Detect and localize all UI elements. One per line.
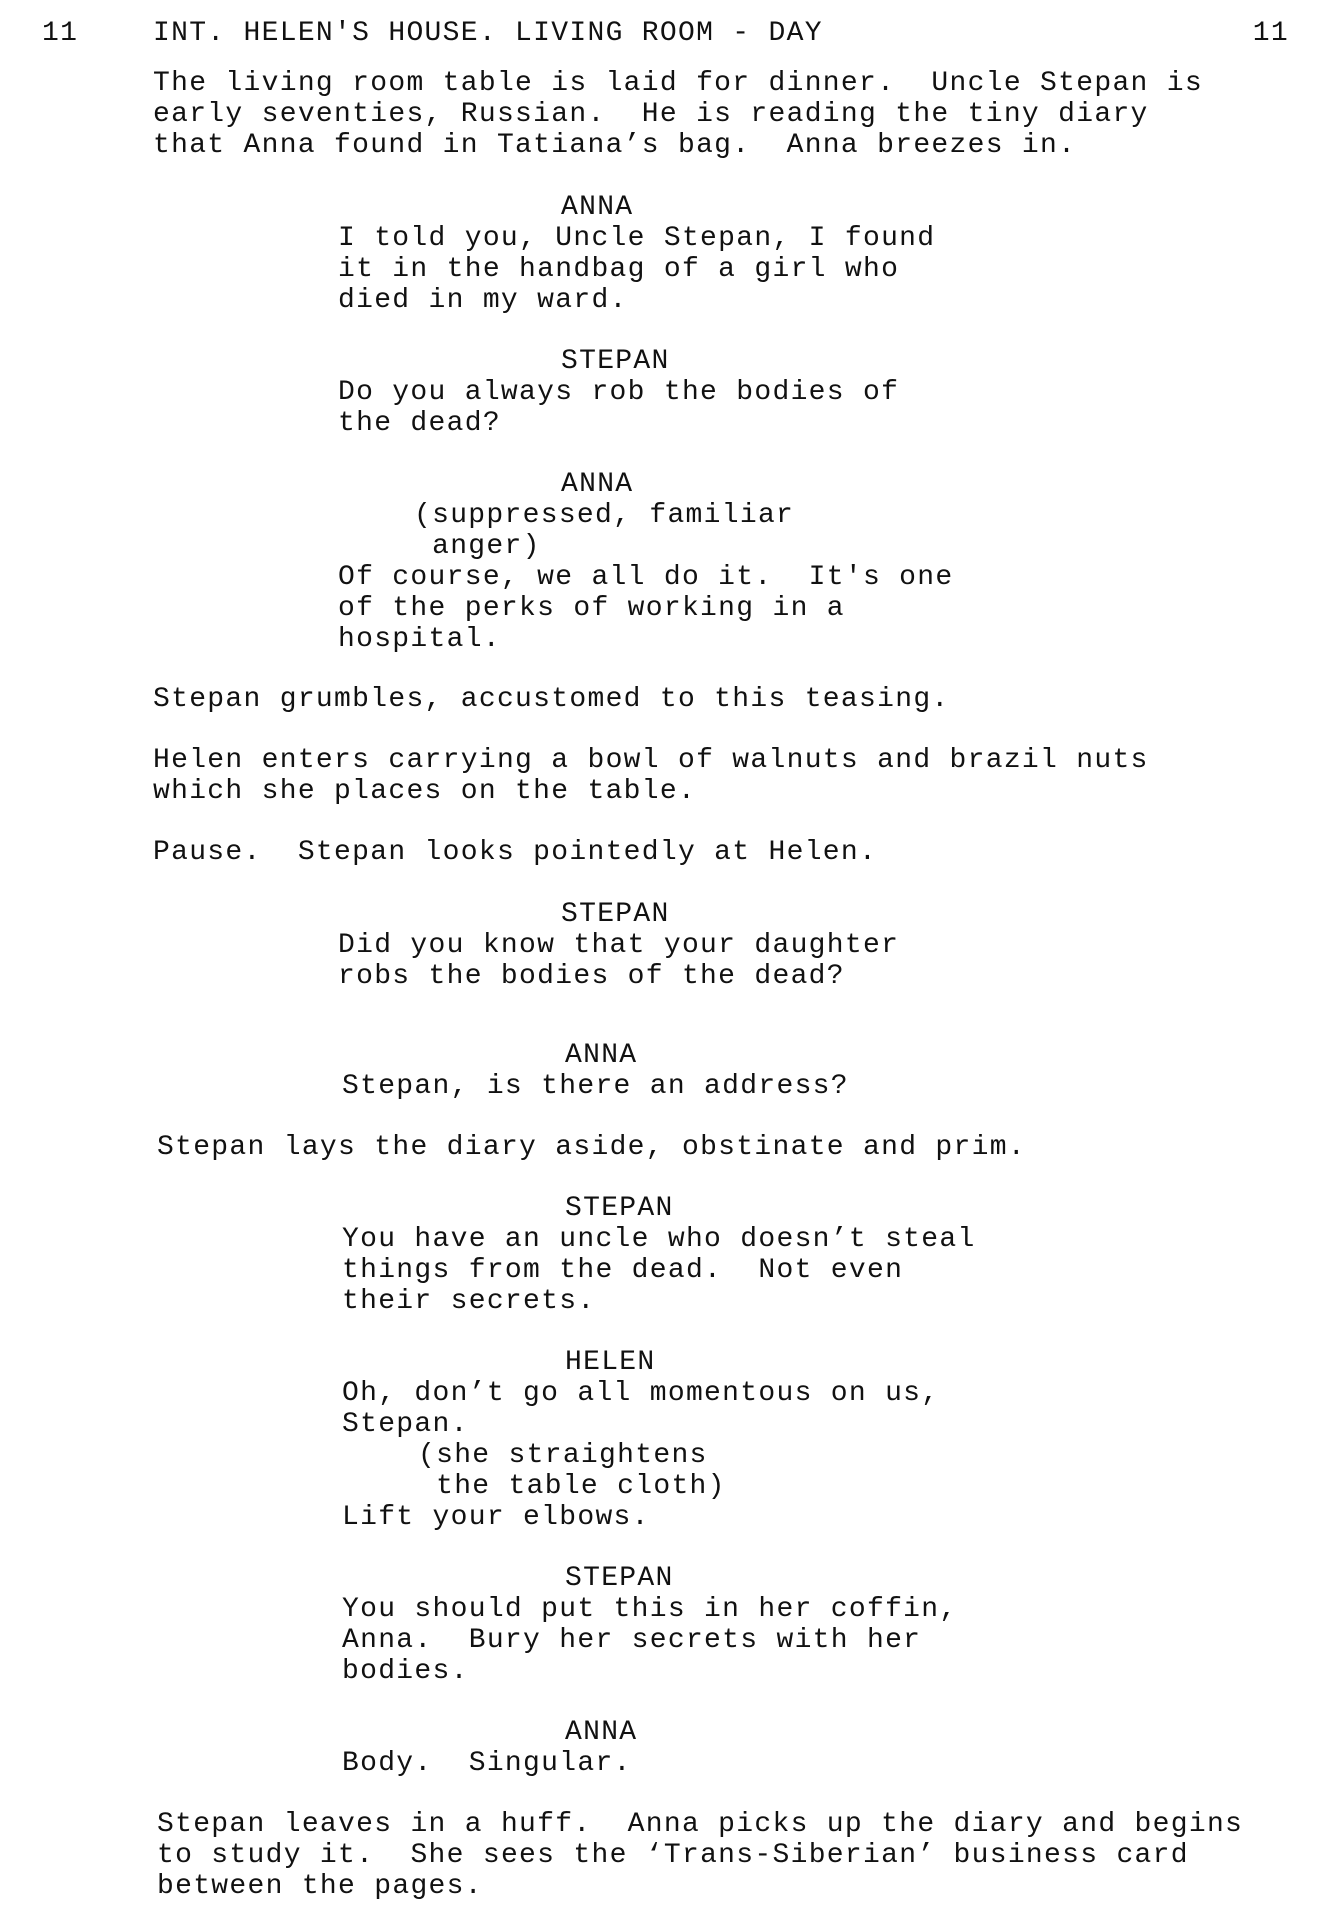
dialogue-line: Oh, don’t go all momentous on us, <box>342 1378 940 1409</box>
action-line: Stepan grumbles, accustomed to this teasing. <box>153 684 950 715</box>
action-line: Stepan lays the diary aside, obstinate and prim. <box>157 1132 1026 1163</box>
action-line: which she places on the table. <box>153 776 697 807</box>
dialogue-line: Do you always rob the bodies of <box>338 377 900 408</box>
dialogue-line: it in the handbag of a girl who <box>338 254 900 285</box>
dialogue-line: Body. Singular. <box>342 1748 632 1779</box>
dialogue-line: of the perks of working in a <box>338 593 845 624</box>
character-name: ANNA <box>565 1717 638 1748</box>
dialogue-line: Stepan. <box>342 1409 469 1440</box>
character-name: STEPAN <box>565 1563 674 1594</box>
action-line: Pause. Stepan looks pointedly at Helen. <box>153 837 878 868</box>
action-line: Helen enters carrying a bowl of walnuts and brazil nuts <box>153 745 1149 776</box>
character-name: STEPAN <box>561 899 670 930</box>
parenthetical-line: (suppressed, familiar <box>414 500 795 531</box>
dialogue-line: I told you, Uncle Stepan, I found <box>338 223 936 254</box>
parenthetical-line: (she straightens <box>418 1440 708 1471</box>
scene-heading: INT. HELEN'S HOUSE. LIVING ROOM - DAY <box>153 18 823 49</box>
dialogue-line: You should put this in her coffin, <box>342 1594 958 1625</box>
character-name: STEPAN <box>561 346 670 377</box>
action-line: Stepan leaves in a huff. Anna picks up the diary and begins <box>157 1809 1244 1840</box>
dialogue-line: things from the dead. Not even <box>342 1255 904 1286</box>
dialogue-line: Did you know that your daughter <box>338 930 900 961</box>
action-line: The living room table is laid for dinner. Uncle Stepan is <box>153 68 1203 99</box>
scene-number-right: 11 <box>1252 18 1289 49</box>
dialogue-line: hospital. <box>338 624 501 655</box>
character-name: HELEN <box>565 1347 656 1378</box>
action-line: to study it. She sees the ‘Trans-Siberian’ business card <box>157 1840 1189 1871</box>
dialogue-line: Stepan, is there an address? <box>342 1071 849 1102</box>
dialogue-line: bodies. <box>342 1656 469 1687</box>
dialogue-line: You have an uncle who doesn’t steal <box>342 1224 976 1255</box>
dialogue-line: their secrets. <box>342 1286 596 1317</box>
action-line: that Anna found in Tatiana’s bag. Anna breezes in. <box>153 130 1077 161</box>
dialogue-line: Of course, we all do it. It's one <box>338 562 954 593</box>
dialogue-line: the dead? <box>338 408 501 439</box>
character-name: STEPAN <box>565 1193 674 1224</box>
action-line: early seventies, Russian. He is reading the tiny diary <box>153 99 1149 130</box>
character-name: ANNA <box>565 1040 638 1071</box>
scene-number-left: 11 <box>42 18 79 49</box>
character-name: ANNA <box>561 192 634 223</box>
action-line: between the pages. <box>157 1871 483 1902</box>
parenthetical-line: the table cloth) <box>418 1471 726 1502</box>
dialogue-line: robs the bodies of the dead? <box>338 961 845 992</box>
character-name: ANNA <box>561 469 634 500</box>
parenthetical-line: anger) <box>414 531 541 562</box>
dialogue-line: died in my ward. <box>338 285 628 316</box>
dialogue-line: Lift your elbows. <box>342 1502 650 1533</box>
dialogue-line: Anna. Bury her secrets with her <box>342 1625 922 1656</box>
